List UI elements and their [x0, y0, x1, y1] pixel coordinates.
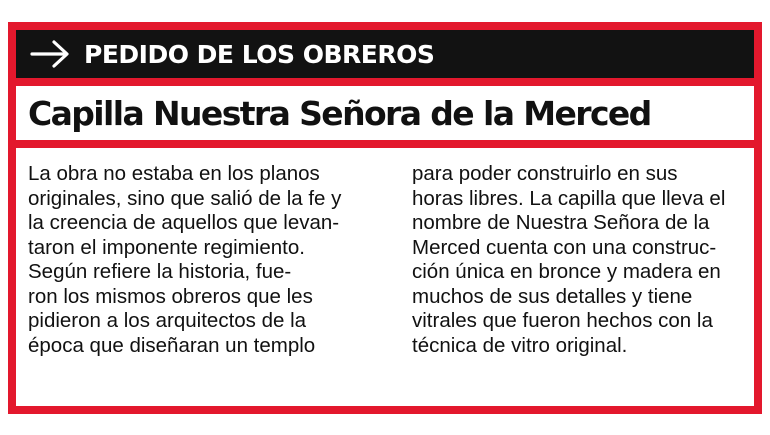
- body-line: Según refiere la historia, fue-: [28, 260, 292, 283]
- kicker-bar: [16, 30, 754, 78]
- body-line: técnica de vitro original.: [412, 333, 628, 357]
- headline: Capilla Nuestra Señora de la Merced: [28, 93, 651, 133]
- body-line: la creencia de aquellos que levan-: [28, 211, 340, 234]
- headline-box: [16, 78, 754, 148]
- body-line: La obra no estaba en los planos: [28, 162, 320, 185]
- body-line: ción única en bronce y madera en: [412, 260, 721, 283]
- body-line: taron el imponente regimiento.: [28, 235, 305, 259]
- kicker-text: PEDIDO DE LOS OBREROS: [84, 39, 435, 69]
- body-line: ron los mismos obreros que les: [28, 284, 313, 308]
- body-line: Merced cuenta con una construc-: [412, 235, 717, 259]
- body-line: para poder construirlo en sus: [412, 162, 678, 185]
- body-column-left: [28, 162, 341, 358]
- body-line: época que diseñaran un templo: [28, 333, 316, 357]
- arrow-right-icon: [30, 39, 72, 69]
- body-line: nombre de Nuestra Señora de la: [412, 211, 710, 234]
- body-line: horas libres. La capilla que lleva el: [412, 186, 726, 210]
- body-line: pidieron a los arquitectos de la: [28, 309, 307, 332]
- body-column-right: [412, 162, 725, 358]
- body-line: originales, sino que salió de la fe y: [28, 186, 342, 210]
- body-text: [16, 150, 754, 400]
- article-box: [8, 22, 762, 414]
- body-line: vitrales que fueron hechos con la: [412, 309, 713, 332]
- body-line: muchos de sus detalles y tiene: [412, 284, 693, 308]
